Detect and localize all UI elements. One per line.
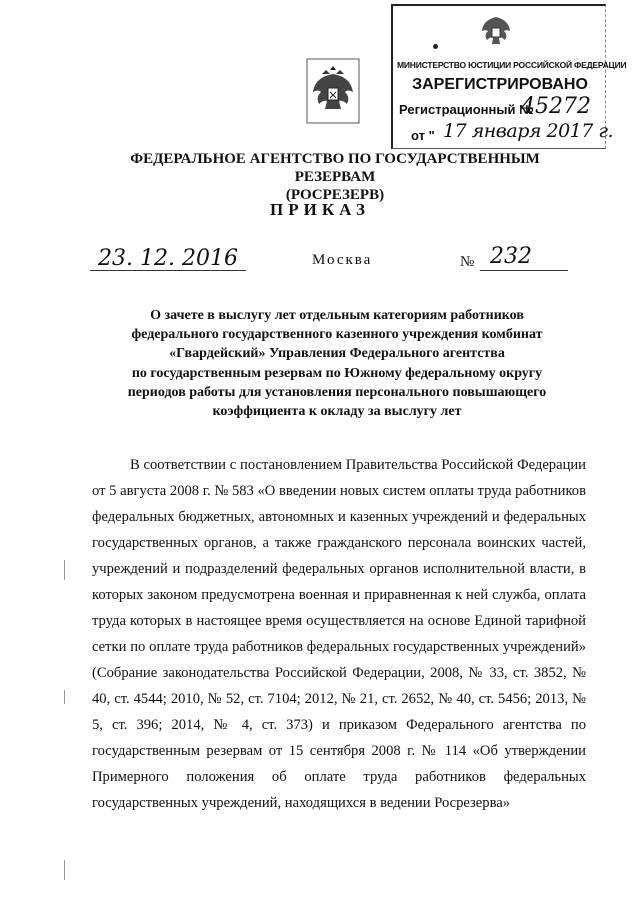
subject-line: периодов работы для установления персонального повышающего (127, 384, 547, 400)
subject-line: «Гвардейский» Управления Федерального агентства (169, 346, 505, 362)
stamp-reg-number-label: Регистрационный № (399, 102, 534, 117)
number-underline (480, 270, 568, 271)
registration-stamp (391, 4, 627, 149)
document-city: Москва (312, 252, 373, 268)
stamp-date-prefix: от " (411, 128, 435, 143)
agency-name: ФЕДЕРАЛЬНОЕ АГЕНТСТВО ПО ГОСУДАРСТВЕННЫМ РЕЗЕРВАМ (130, 151, 540, 185)
coat-of-arms-emblem (306, 58, 360, 124)
document-number-label: № (460, 254, 475, 270)
agency-heading (90, 150, 580, 204)
subject-line: О зачете в выслугу лет отдельным категориям работников (150, 308, 524, 323)
subject-line: по государственным резервам по Южному федеральному округу (131, 365, 543, 381)
scan-margin-mark (64, 860, 65, 880)
subject-line: коэффициента к окладу за выслугу лет (212, 404, 462, 420)
stamp-reg-number: 45272 (521, 94, 591, 119)
scan-margin-mark (64, 560, 65, 580)
agency-short-name: (РОСРЕЗЕРВ) (285, 187, 385, 203)
stamp-dot (433, 44, 438, 49)
document-subject (90, 306, 584, 421)
stamp-emblem-icon (479, 14, 513, 54)
document-type: ПРИКАЗ (270, 200, 370, 219)
date-underline (90, 270, 246, 271)
stamp-date-text: 17 января 2017 (443, 120, 593, 142)
document-body (92, 452, 586, 816)
subject-line: федерального государственного казенного учреждения комбинат (131, 327, 543, 343)
stamp-date-value (443, 120, 613, 142)
scan-margin-mark (64, 690, 65, 704)
stamp-ministry: МИНИСТЕРСТВО ЮСТИЦИИ РОССИЙСКОЙ ФЕДЕРАЦИИ (397, 60, 627, 70)
document-date: 23. 12. 2016 (98, 246, 238, 271)
body-paragraph: В соответствии с постановлением Правительства Российской Федерации от 5 августа 2008 г. № 583 «О введении новых систем оплаты труда работников федеральных бюджетных, автономных и казенных учреждений и федеральных государственных органов, а также гражданского персонала воинских частей, учреждений и подразделений федеральных органов исполнительной власти, в которых законом предусмотрена военная и приравненная к ней служба, оплата труда которых в настоящее время осуществляется на основе Единой тарифной сетки по оплате труда работников федеральных государственных учреждений» (Собрание законодательства Российской Федерации, 2008, № 33, ст. 3852, № 40, ст. 4544; 2010, № 52, ст. 7104; 2012, № 21, ст. 2652, № 40, ст. 5456; 2013, № 5, ст. 396; 2014, № 4, ст. 373) и приказом Федерального агентства по государственным резервам от 15 сентября 2008 г. № 114 «Об утверждении Примерного положения об оплате труда работников федеральных государственных учреждений, находящихся в ведении Росрезерва» (92, 457, 586, 811)
stamp-registered: ЗАРЕГИСТРИРОВАНО (412, 76, 588, 93)
document-number: 232 (490, 244, 532, 269)
stamp-date-suffix: г. (598, 120, 614, 142)
